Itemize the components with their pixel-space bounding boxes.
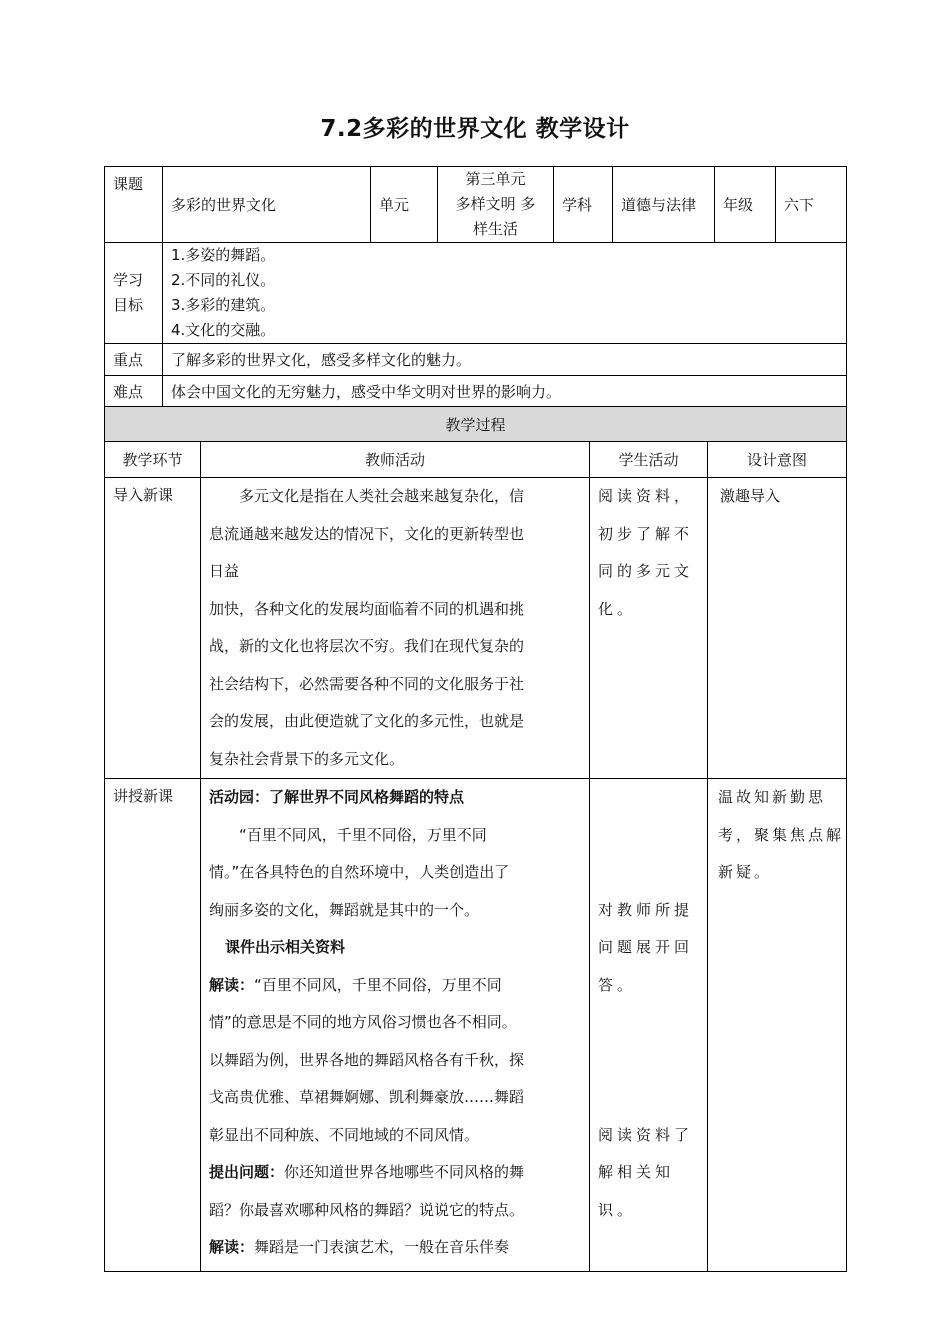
- stage-intro: 导入新课: [105, 478, 201, 779]
- grade-label: 年级: [715, 167, 776, 243]
- key-label: 重点: [105, 344, 163, 376]
- teacher-activity-intro: 多元文化是指在人类社会越来越复杂化，信 息流通越来越发达的情况下，文化的更新转型也 日益 加快，各种文化的发展均面临着不同的机遇和挑 战，新的文化也将层次不穷。我们在现代复杂的 社会结构下，必然需要各种不同的文化服务于社 会的发展，由此便造就了文化的多元性，也就是 复杂社会背景下的多元文化。: [201, 478, 590, 779]
- goal-item: 1.多姿的舞蹈。: [171, 246, 276, 264]
- student-activity-intro: 阅读资料， 初步了解不 同的多元文 化。: [590, 478, 708, 779]
- difficulty-value: 体会中国文化的无穷魅力，感受中华文明对世界的影响力。: [163, 376, 847, 408]
- subject-label: 学科: [554, 167, 613, 243]
- process-header: 教学过程: [105, 407, 847, 442]
- stage-new-lesson: 讲授新课: [105, 779, 201, 1272]
- goals-label: 学习 目标: [105, 243, 163, 344]
- goals-list: [163, 243, 847, 344]
- goal-item: 2.不同的礼仪。: [171, 271, 276, 289]
- goal-item: 3.多彩的建筑。: [171, 296, 276, 314]
- col-teacher-header: 教师活动: [201, 442, 590, 478]
- intent-lesson: 温故知新勤思 考，聚集焦点解 新疑。: [708, 779, 847, 1272]
- unit-value: 第三单元 多样文明 多 样生活: [438, 167, 554, 243]
- teacher-activity-lesson: 活动园：了解世界不同风格舞蹈的特点 “百里不同风，千里不同俗，万里不同 情。”在各具特色的自然环境中，人类创造出了 绚丽多姿的文化，舞蹈就是其中的一个。 课件出示相关资料 解读：“百里不同风，千里不同俗，万里不同 情”的意思是不同的地方风俗习惯也各不相同。 以舞蹈为例，世界各地的舞蹈风格各有千秋，探 戈高贵优雅、草裙舞婀娜、凯利舞豪放……舞蹈 彰显出不同种族、不同地域的不同风情。 提出问题：你还知道世界各地哪些不同风格的舞 蹈？你最喜欢哪种风格的舞蹈？说说它的特点。 解读：舞蹈是一门表演艺术，一般在音乐伴奏: [201, 779, 590, 1272]
- unit-label: 单元: [371, 167, 438, 243]
- difficulty-label: 难点: [105, 376, 163, 408]
- subject-value: 道德与法律: [613, 167, 715, 243]
- topic-label: 课题: [105, 167, 163, 243]
- key-value: 了解多彩的世界文化，感受多样文化的魅力。: [163, 344, 847, 376]
- goal-item: 4.文化的交融。: [171, 321, 276, 339]
- grade-value: 六下: [776, 167, 847, 243]
- info-table: [104, 166, 847, 408]
- col-student-header: 学生活动: [590, 442, 708, 478]
- col-stage-header: 教学环节: [105, 442, 201, 478]
- intent-intro: 激趣导入: [708, 478, 847, 779]
- col-intent-header: 设计意图: [708, 442, 847, 478]
- topic-value: 多彩的世界文化: [163, 167, 371, 243]
- page-title: 7.2多彩的世界文化 教学设计: [320, 116, 630, 142]
- student-activity-lesson: 对教师所提 问题展开回 答。 阅读资料了 解相关知 识。: [590, 779, 708, 1272]
- process-table: [104, 406, 847, 1272]
